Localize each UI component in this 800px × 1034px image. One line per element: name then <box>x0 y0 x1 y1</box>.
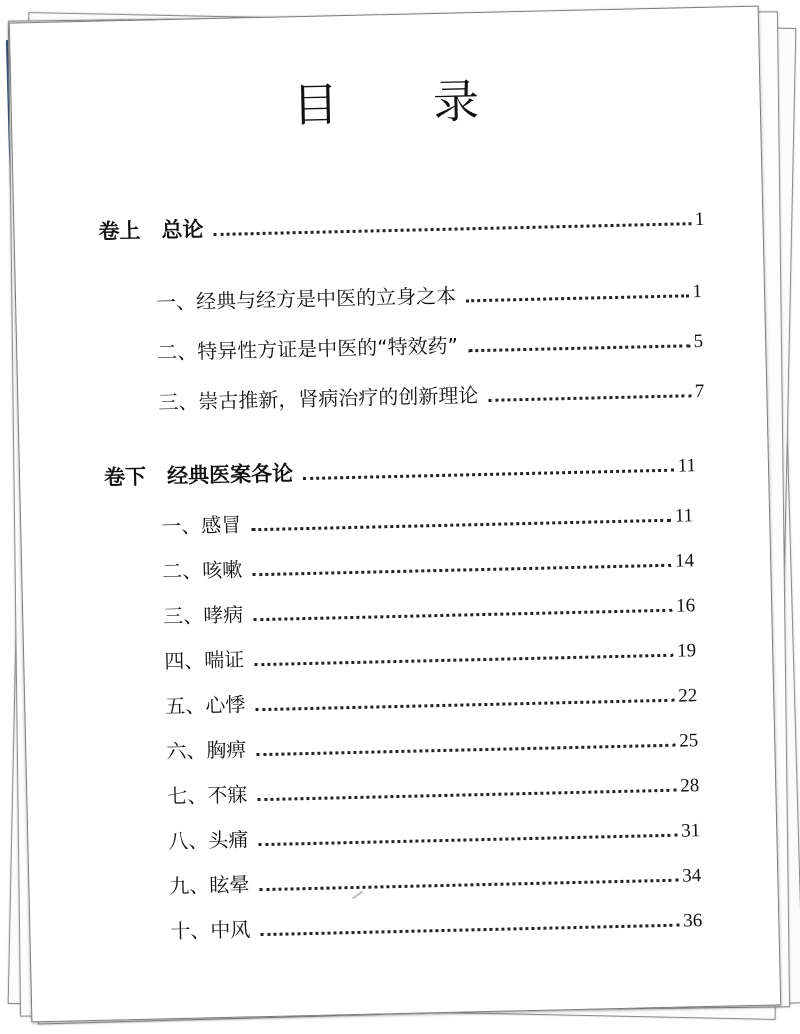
toc-item-row[interactable] <box>165 678 698 719</box>
toc-page-number: 36 <box>683 910 703 932</box>
dot-leader <box>257 789 676 802</box>
toc-part-label: 卷上 总论 <box>98 217 204 244</box>
toc-part-row[interactable] <box>98 202 705 246</box>
toc-item-row[interactable] <box>162 543 695 584</box>
dot-leader <box>251 519 671 532</box>
toc-item-label: 二、咳嗽 <box>161 557 243 584</box>
toc-page <box>9 6 781 1023</box>
toc-item-row[interactable] <box>167 768 700 809</box>
toc-item-row[interactable] <box>166 723 699 764</box>
dot-leader <box>252 564 671 577</box>
toc-item-label: 六、胸痹 <box>166 737 247 764</box>
toc-page-number: 11 <box>674 505 694 527</box>
toc-page-number: 25 <box>678 730 699 752</box>
toc-item-label: 十、中风 <box>170 917 251 944</box>
dot-leader <box>253 609 672 622</box>
dot-leader <box>260 924 679 937</box>
toc-page-number: 34 <box>682 865 702 887</box>
toc-item-label: 二、特异性方证是中医的“特效药” <box>156 333 459 365</box>
toc-page-number: 14 <box>674 550 695 572</box>
dot-leader <box>258 834 677 847</box>
toc-page-number: 22 <box>677 685 698 707</box>
toc-item-row[interactable] <box>158 374 705 415</box>
toc-item-label: 七、不寐 <box>167 782 248 809</box>
toc-page-number: 19 <box>676 640 697 662</box>
toc-item-row[interactable] <box>169 858 702 899</box>
dot-leader <box>466 294 689 302</box>
toc-item-label: 八、头痛 <box>168 827 249 854</box>
toc-page-number: 5 <box>693 330 704 353</box>
toc-item-row[interactable] <box>164 633 697 674</box>
toc-item-row[interactable] <box>156 274 703 315</box>
toc-page-number: 28 <box>680 775 700 797</box>
toc-item-row[interactable] <box>157 324 704 365</box>
toc-item-label: 五、心悸 <box>165 692 246 719</box>
toc-page-number: 7 <box>694 380 705 403</box>
toc-item-label: 一、经典与经方是中医的立身之本 <box>155 283 457 315</box>
toc-page-number: 1 <box>694 208 705 231</box>
toc-page-number: 1 <box>692 280 703 303</box>
toc-item-label: 三、崇古推新，肾病治疗的创新理论 <box>158 383 479 415</box>
toc-item-row[interactable] <box>163 588 696 629</box>
dot-leader <box>259 879 678 892</box>
toc-item-row[interactable] <box>161 498 694 539</box>
dot-leader <box>303 469 674 480</box>
toc-item-label: 一、感冒 <box>160 512 242 539</box>
toc-item-label: 九、眩晕 <box>169 872 250 899</box>
dot-leader <box>468 344 690 352</box>
toc-item-label: 四、喘证 <box>164 647 245 674</box>
dot-leader <box>256 744 675 757</box>
toc-part-row[interactable] <box>104 448 697 491</box>
toc-part-label: 卷下 经典医案各论 <box>103 461 294 490</box>
toc-page-number: 11 <box>677 455 697 477</box>
dot-leader <box>488 394 691 402</box>
toc-item-row[interactable] <box>170 903 703 944</box>
page-title: 目 录 <box>291 73 520 133</box>
dot-leader <box>214 222 691 236</box>
toc-page-number: 16 <box>675 595 696 617</box>
toc-item-row[interactable] <box>168 813 701 854</box>
dot-leader <box>254 654 673 667</box>
dot-leader <box>255 699 674 712</box>
toc-item-label: 三、哮病 <box>162 602 244 629</box>
toc-page-number: 31 <box>681 820 701 842</box>
